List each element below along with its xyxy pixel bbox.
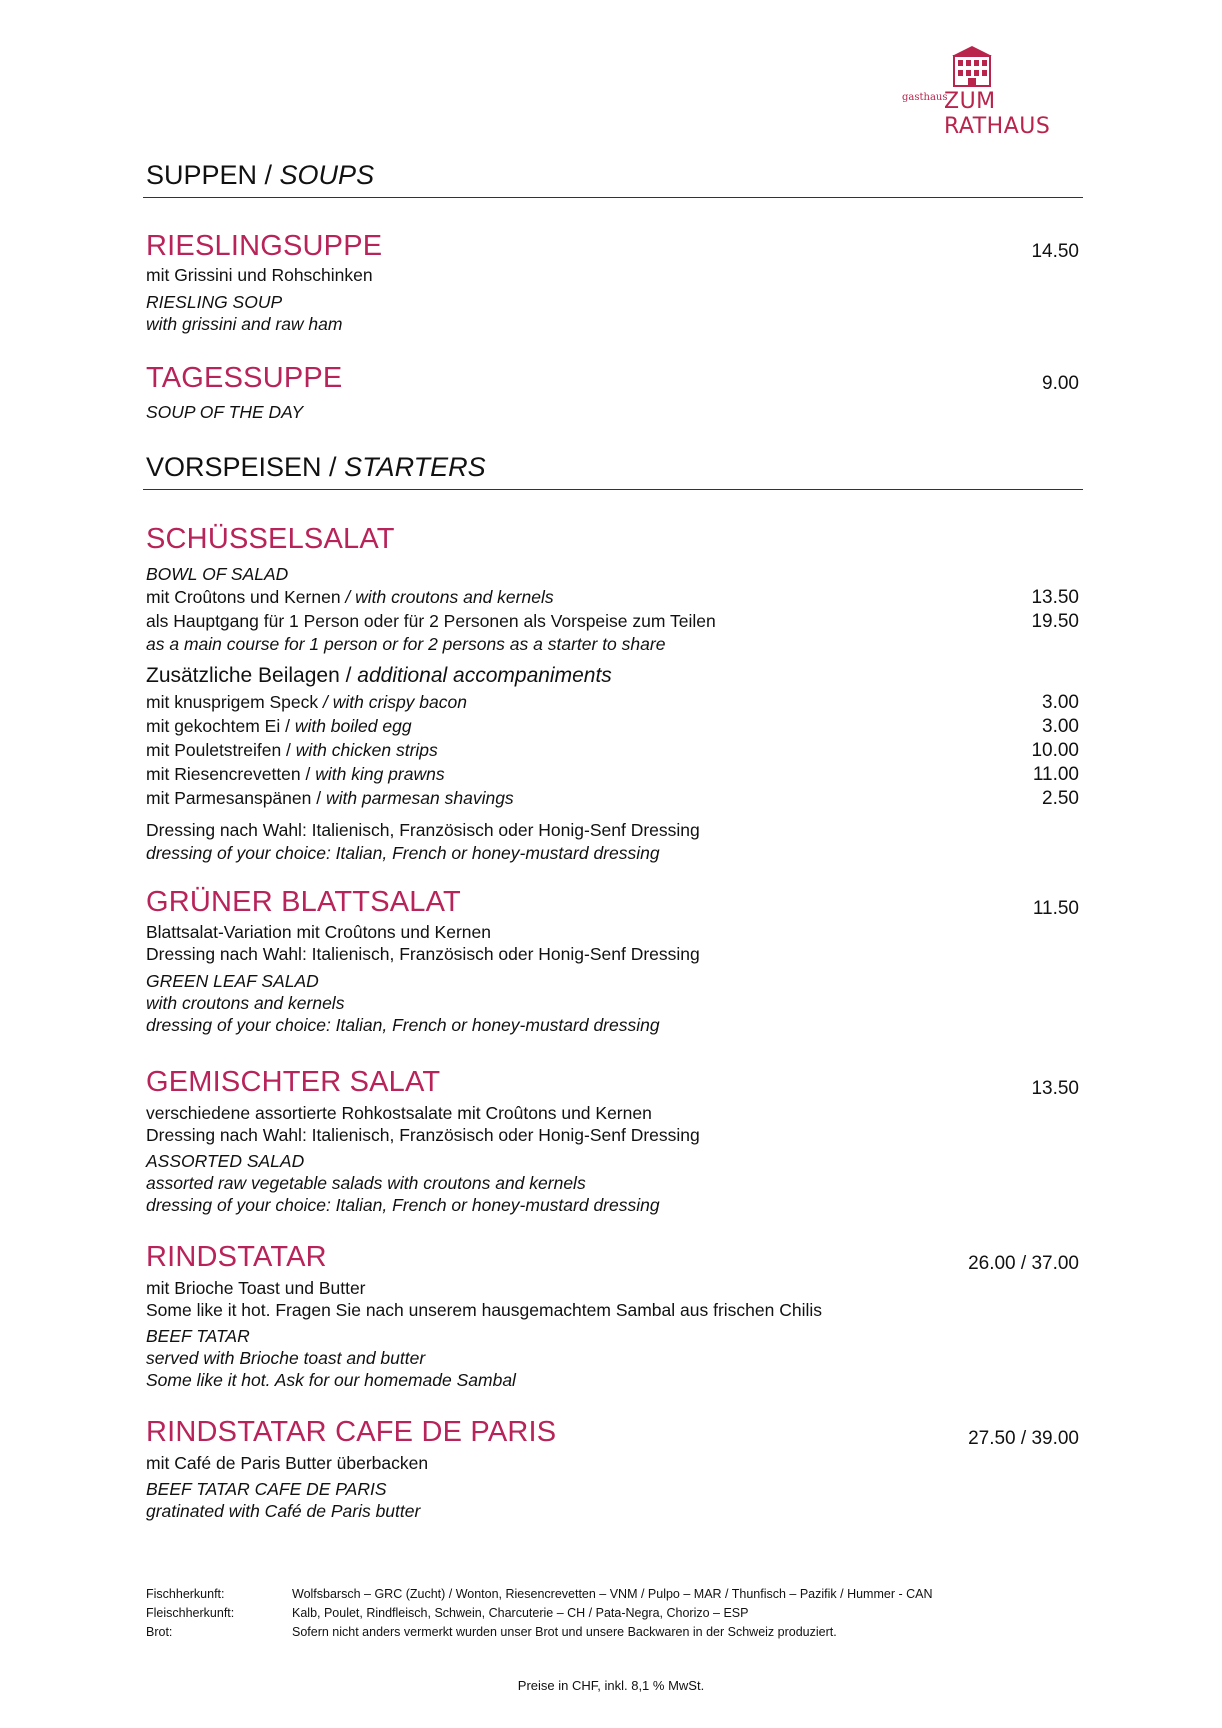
dish-desc: Blattsalat-Variation mit Croûtons und Kernen [146,922,491,942]
extra-en: with king prawns [315,764,445,784]
dish-price: 11.50 [1032,898,1079,919]
price-note: Preise in CHF, inkl. 8,1 % MwSt. [517,1678,705,1693]
dish-name-en: BOWL OF SALAD [146,564,289,584]
section-title-starters [146,452,486,483]
dish-option [146,587,554,608]
extra-de: mit Riesencrevetten / [146,764,316,784]
extra-item [146,716,412,737]
dish-price: 14.50 [1031,241,1079,262]
dish-option: als Hauptgang für 1 Person oder für 2 Personen als Vorspeise zum Teilen [146,611,716,631]
restaurant-logo [898,40,1098,139]
dish-desc-en: dressing of your choice: Italian, French or honey-mustard dressing [146,1015,660,1035]
extra-de: mit Pouletstreifen / [146,740,296,760]
extra-en: with boiled egg [294,716,412,736]
dressing-en: dressing of your choice: Italian, French or honey-mustard dressing [146,843,660,863]
logo-name: ZUM RATHAUS [944,89,1051,139]
accomp-de: Zusätzliche Beilagen / [146,664,358,687]
dish-desc: Dressing nach Wahl: Italienisch, Französisch oder Honig-Senf Dressing [146,1125,700,1145]
section-title-en: SOUPS [279,160,375,190]
extra-en: with parmesan shavings [325,788,514,808]
section-title-en: STARTERS [344,452,486,482]
section-divider [143,197,1083,198]
dish-name: TAGESSUPPE [146,362,343,394]
dish-price: 9.00 [1042,373,1079,394]
dish-name-en: BEEF TATAR CAFE DE PARIS [146,1479,387,1499]
dish-name: RIESLINGSUPPE [146,230,383,262]
building-icon [948,44,996,88]
accompaniments-heading [146,664,612,688]
logo-small-text: gasthaus [902,92,948,103]
extra-item [146,740,438,761]
dish-price: 27.50 / 39.00 [968,1428,1079,1449]
option-price: 13.50 [1031,587,1079,608]
extra-en: with chicken strips [295,740,438,760]
extra-price: 3.00 [1042,716,1079,737]
option-de: mit Croûtons und Kernen [146,587,341,607]
footer-text: Wolfsbarsch – GRC (Zucht) / Wonton, Riesencrevetten – VNM / Pulpo – MAR / Thunfisch – Pazifik / Hummer - CAN [292,1587,933,1601]
dish-desc-en: with croutons and kernels [146,993,345,1013]
footer-label: Brot: [146,1625,173,1639]
dish-price: 13.50 [1031,1078,1079,1099]
dish-name-en: BEEF TATAR [146,1326,250,1346]
dish-desc-en: assorted raw vegetable salads with croutons and kernels [146,1173,586,1193]
dish-option-en: as a main course for 1 person or for 2 persons as a starter to share [146,634,666,654]
footer-text: Kalb, Poulet, Rindfleisch, Schwein, Charcuterie – CH / Pata-Negra, Chorizo – ESP [292,1606,749,1620]
dish-name-en: RIESLING SOUP [146,292,283,312]
footer-label: Fischherkunft: [146,1587,225,1601]
extra-de: mit knusprigem Speck [146,692,319,712]
dish-desc-en: dressing of your choice: Italian, French or honey-mustard dressing [146,1195,660,1215]
dish-name-en: ASSORTED SALAD [146,1151,305,1171]
dish-desc: Dressing nach Wahl: Italienisch, Französisch oder Honig-Senf Dressing [146,944,700,964]
extra-price: 2.50 [1042,788,1079,809]
dish-desc-en: served with Brioche toast and butter [146,1348,426,1368]
dish-name-en: GREEN LEAF SALAD [146,971,319,991]
dish-desc: mit Grissini und Rohschinken [146,265,373,285]
dish-name: RINDSTATAR CAFE DE PARIS [146,1416,557,1448]
dish-desc: mit Café de Paris Butter überbacken [146,1453,429,1473]
dish-name: GRÜNER BLATTSALAT [146,886,461,918]
option-en: / with croutons and kernels [340,587,554,607]
section-title-soups [146,160,374,191]
extra-de: mit gekochtem Ei / [146,716,295,736]
dressing-de: Dressing nach Wahl: Italienisch, Französisch oder Honig-Senf Dressing [146,820,700,840]
footer-label: Fleischherkunft: [146,1606,235,1620]
dish-desc: Some like it hot. Fragen Sie nach unserem hausgemachtem Sambal aus frischen Chilis [146,1300,823,1320]
dish-name: GEMISCHTER SALAT [146,1066,441,1098]
extra-price: 3.00 [1042,692,1079,713]
dish-desc-en: gratinated with Café de Paris butter [146,1501,421,1521]
dish-desc-en: Some like it hot. Ask for our homemade Sambal [146,1370,516,1390]
section-title-de: VORSPEISEN / [146,452,345,482]
dish-name: RINDSTATAR [146,1241,327,1273]
extra-de: mit Parmesanspänen / [146,788,326,808]
dish-desc: mit Brioche Toast und Butter [146,1278,366,1298]
option-price: 19.50 [1031,611,1079,632]
dish-name-en: SOUP OF THE DAY [146,402,304,422]
extra-item [146,764,445,785]
extra-price: 11.00 [1032,764,1079,785]
accomp-en: additional accompaniments [357,664,612,687]
extra-price: 10.00 [1031,740,1079,761]
dish-desc: verschiedene assortierte Rohkostsalate mit Croûtons und Kernen [146,1103,652,1123]
extra-item [146,788,514,809]
extra-item [146,692,467,713]
section-title-de: SUPPEN / [146,160,280,190]
footer-text: Sofern nicht anders vermerkt wurden unser Brot und unsere Backwaren in der Schweiz produziert. [292,1625,837,1639]
extra-en: / with crispy bacon [318,692,467,712]
dish-desc-en: with grissini and raw ham [146,314,343,334]
dish-name: SCHÜSSELSALAT [146,523,395,555]
section-divider [143,489,1083,490]
dish-price: 26.00 / 37.00 [968,1253,1079,1274]
